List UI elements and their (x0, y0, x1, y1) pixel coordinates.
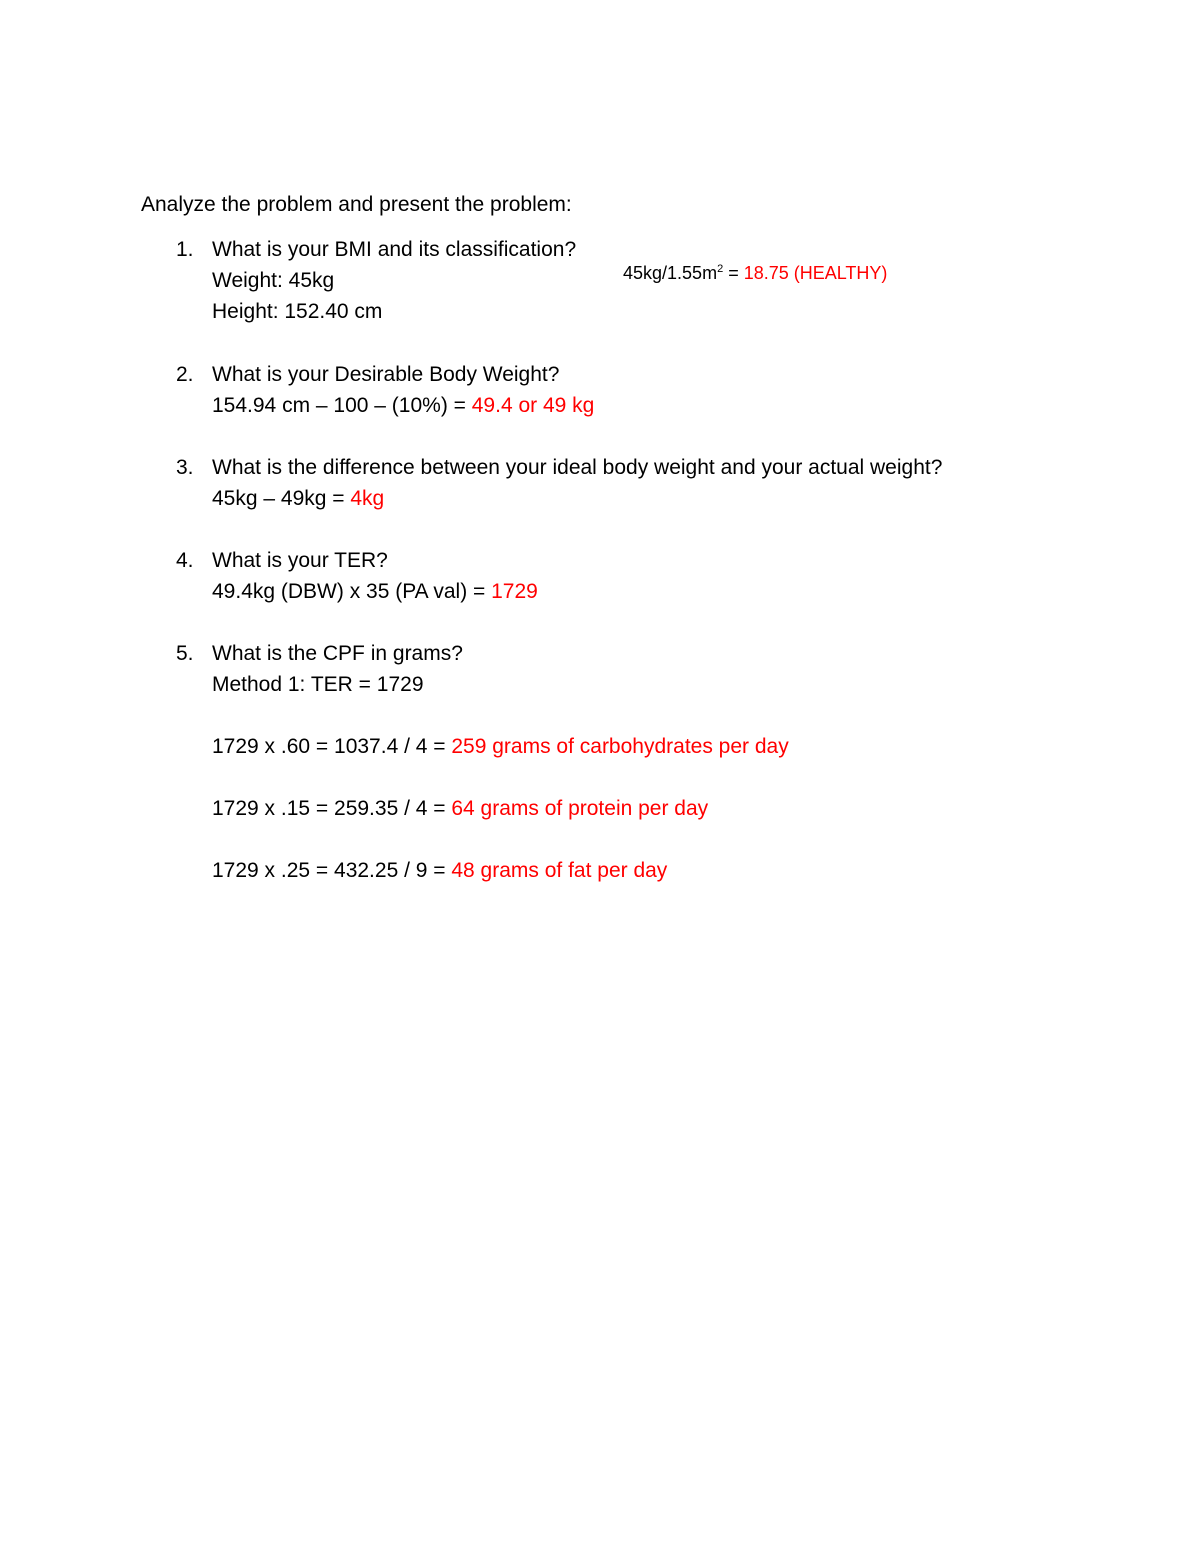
calculation-line (212, 483, 1076, 514)
answer-text: 64 grams of protein per day (451, 797, 709, 820)
answer-text: 1729 (491, 580, 538, 603)
question-item-2 (176, 359, 1076, 421)
protein-calculation (212, 793, 1076, 824)
carbohydrates-calculation (212, 731, 1076, 762)
item-number: 5. (176, 642, 194, 665)
height-line: Height: 152.40 cm (212, 300, 383, 323)
fat-calculation (212, 855, 1076, 886)
question-text: What is your TER? (212, 549, 388, 572)
formula-text: 45kg – 49kg = (212, 487, 351, 510)
question-text: What is your BMI and its classification? (212, 238, 577, 261)
answer-text: 4kg (350, 487, 385, 510)
question-text: What is your Desirable Body Weight? (212, 363, 560, 386)
formula-text: 1729 x .60 = 1037.4 / 4 = (212, 735, 452, 758)
weight-line: Weight: 45kg (212, 269, 335, 292)
formula-text: 1729 x .15 = 259.35 / 4 = (212, 797, 452, 820)
item-number: 3. (176, 456, 194, 479)
question-item-5 (176, 638, 1076, 886)
bmi-equals: = (723, 263, 744, 283)
method-line: Method 1: TER = 1729 (212, 673, 424, 696)
bmi-calculation (623, 258, 887, 288)
formula-text: 49.4kg (DBW) x 35 (PA val) = (212, 580, 492, 603)
bmi-exponent: 2 (717, 263, 724, 275)
formula-text: 154.94 cm – 100 – (10%) = (212, 394, 472, 417)
item-number: 1. (176, 238, 194, 261)
bmi-formula: 45kg/1.55m (623, 263, 718, 283)
item-number: 2. (176, 363, 194, 386)
question-text: What is the CPF in grams? (212, 642, 463, 665)
bmi-answer: 18.75 (HEALTHY) (743, 263, 888, 283)
page-heading: Analyze the problem and present the problem: (141, 193, 572, 216)
answer-text: 259 grams of carbohydrates per day (451, 735, 789, 758)
formula-text: 1729 x .25 = 432.25 / 9 = (212, 859, 452, 882)
question-item-3 (176, 452, 1076, 514)
question-text: What is the difference between your ideal body weight and your actual weight? (212, 456, 943, 479)
calculation-line (212, 390, 1076, 421)
answer-text: 49.4 or 49 kg (471, 394, 595, 417)
item-number: 4. (176, 549, 194, 572)
answer-text: 48 grams of fat per day (451, 859, 668, 882)
question-item-4 (176, 545, 1076, 607)
calculation-line (212, 576, 1076, 607)
